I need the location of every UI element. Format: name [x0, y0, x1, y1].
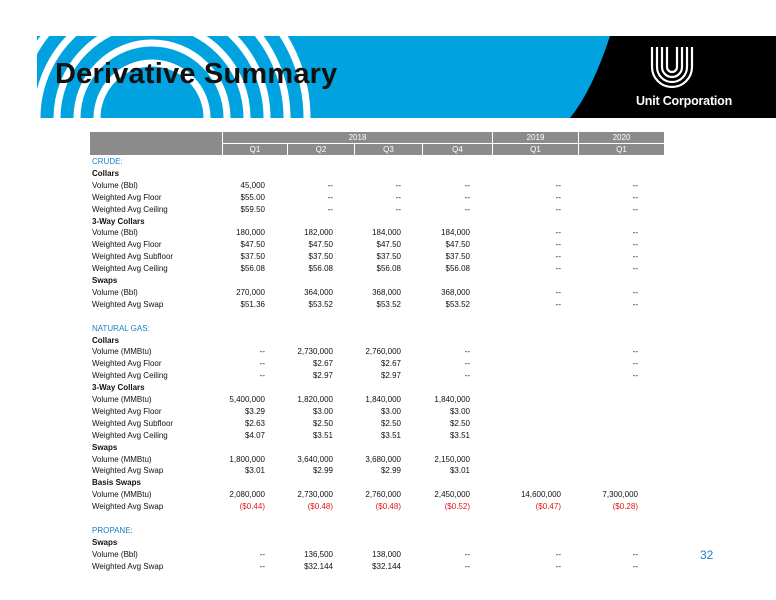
table-cell: $47.50 [445, 240, 470, 250]
table-cell: 1,840,000 [365, 395, 401, 404]
row-label: Volume (MMBtu) [92, 395, 152, 404]
table-cell: 2,730,000 [297, 347, 333, 357]
table-cell: -- [327, 204, 333, 214]
group-heading: 3-Way Collars [92, 216, 145, 226]
row-label: Weighted Avg Ceiling [92, 371, 168, 381]
table-cell: -- [555, 228, 561, 238]
table-cell: -- [632, 347, 638, 357]
table-cell: 270,000 [236, 287, 265, 297]
table-cell: $32.144 [304, 561, 333, 571]
table-row [90, 430, 695, 442]
table-cell: -- [555, 299, 561, 309]
table-cell: $3.01 [244, 466, 265, 476]
table-cell: $2.63 [244, 418, 265, 428]
table-cell: 136,500 [304, 549, 333, 559]
table-cell: -- [464, 359, 470, 369]
table-cell: -- [632, 228, 638, 238]
table-cell: -- [259, 347, 265, 357]
group-heading: Basis Swaps [92, 478, 141, 488]
row-label: Weighted Avg Ceiling [92, 430, 168, 440]
table-row [90, 239, 695, 251]
unit-corporation-logo-icon [646, 45, 706, 91]
row-label: Volume (MMBtu) [92, 454, 152, 464]
table-row [90, 370, 695, 382]
table-row [90, 311, 695, 323]
row-label: Weighted Avg Floor [92, 240, 162, 250]
table-cell: -- [395, 192, 401, 202]
table-cell: $47.50 [376, 240, 401, 250]
section-heading: NATURAL GAS: [92, 323, 150, 333]
table-cell: -- [555, 287, 561, 297]
table-cell: $3.00 [449, 406, 470, 416]
table-cell: $47.50 [308, 240, 333, 250]
table-cell: $3.00 [380, 406, 401, 416]
table-row [90, 382, 695, 394]
table-cell: $2.50 [449, 418, 470, 428]
table-row [90, 465, 695, 477]
row-label: Weighted Avg Floor [92, 192, 162, 202]
table-cell: -- [632, 359, 638, 369]
row-label: Weighted Avg Floor [92, 359, 162, 369]
table-cell: $3.01 [449, 466, 470, 476]
quarter-header: Q1 [579, 144, 665, 155]
group-heading: 3-Way Collars [92, 383, 145, 393]
table-cell: -- [632, 549, 638, 559]
table-row [90, 263, 695, 275]
quarter-header: Q3 [355, 144, 423, 155]
table-cell: 7,300,000 [602, 490, 638, 500]
table-cell: -- [555, 252, 561, 262]
group-heading: Swaps [92, 276, 118, 285]
group-heading: Collars [92, 168, 120, 178]
table-cell: -- [632, 287, 638, 297]
table-cell: $2.99 [380, 466, 401, 476]
row-label: Volume (Bbl) [92, 228, 138, 238]
table-row [90, 525, 695, 537]
table-cell: 368,000 [372, 287, 401, 297]
table-cell: $3.29 [244, 406, 265, 416]
table-cell: -- [555, 204, 561, 214]
table-cell: 1,840,000 [434, 395, 470, 404]
row-label: Weighted Avg Subfloor [92, 252, 174, 262]
row-label: Weighted Avg Swap [92, 466, 164, 476]
table-cell: ($0.47) [535, 502, 561, 512]
table-cell: -- [632, 180, 638, 190]
row-label: Weighted Avg Ceiling [92, 264, 168, 274]
table-cell: $32.144 [372, 561, 401, 571]
table-cell: -- [555, 192, 561, 202]
table-row [90, 537, 695, 549]
table-row [90, 216, 695, 228]
table-row [90, 275, 695, 287]
table-cell: 2,080,000 [229, 490, 265, 500]
table-cell: $37.50 [240, 252, 265, 262]
row-label: Volume (Bbl) [92, 287, 138, 297]
table-cell: $2.67 [380, 359, 401, 369]
table-cell: $37.50 [445, 252, 470, 262]
row-label: Volume (Bbl) [92, 549, 138, 559]
table-cell: -- [632, 240, 638, 250]
quarter-header: Q1 [493, 144, 579, 155]
table-cell: $3.51 [380, 430, 401, 440]
table-cell: -- [555, 561, 561, 571]
table-row [90, 454, 695, 466]
table-cell: $37.50 [376, 252, 401, 262]
row-label: Weighted Avg Floor [92, 406, 162, 416]
table-cell: 364,000 [304, 287, 333, 297]
table-cell: -- [464, 180, 470, 190]
table-cell: $55.00 [240, 192, 265, 202]
table-row [90, 418, 695, 430]
table-cell: -- [464, 347, 470, 357]
page-title: Derivative Summary [55, 58, 338, 90]
table-cell: -- [395, 204, 401, 214]
table-cell: -- [259, 359, 265, 369]
year-header: 2020 [579, 132, 665, 143]
row-label: Weighted Avg Subfloor [92, 418, 174, 428]
table-row [90, 192, 695, 204]
table-cell: $2.50 [312, 418, 333, 428]
table-cell: $4.07 [244, 430, 265, 440]
table-cell: -- [464, 204, 470, 214]
table-cell: 184,000 [372, 228, 401, 238]
table-cell: $56.08 [376, 264, 401, 274]
group-heading: Swaps [92, 442, 118, 452]
table-cell: -- [464, 192, 470, 202]
table-cell: 45,000 [240, 180, 265, 190]
quarter-header: Q4 [423, 144, 493, 155]
year-header: 2019 [493, 132, 579, 143]
row-label: Weighted Avg Ceiling [92, 204, 168, 214]
table-cell: -- [632, 192, 638, 202]
table-cell: -- [259, 371, 265, 381]
table-cell: -- [632, 264, 638, 274]
quarter-header: Q1 [223, 144, 288, 155]
table-cell: -- [632, 371, 638, 381]
table-cell: $2.97 [380, 371, 401, 381]
table-row [90, 394, 695, 406]
table-cell: 3,640,000 [297, 454, 333, 464]
table-row [90, 549, 695, 561]
table-cell: $56.08 [445, 264, 470, 274]
table-row [90, 561, 695, 573]
row-label: Volume (Bbl) [92, 180, 138, 190]
table-row [90, 204, 695, 216]
table-cell: $37.50 [308, 252, 333, 262]
table-cell: 3,680,000 [365, 454, 401, 464]
table-cell: -- [395, 180, 401, 190]
row-label: Weighted Avg Swap [92, 561, 164, 571]
table-cell: ($0.48) [375, 502, 401, 512]
table-cell: $2.67 [312, 359, 333, 369]
table-cell: $3.51 [312, 430, 333, 440]
table-cell: -- [632, 299, 638, 309]
table-cell: $56.08 [308, 264, 333, 274]
section-heading: CRUDE: [92, 157, 123, 166]
table-cell: ($0.52) [444, 502, 470, 512]
table-cell: 14,600,000 [520, 490, 561, 500]
table-cell: -- [632, 561, 638, 571]
table-cell: -- [555, 180, 561, 190]
row-label: Volume (MMBtu) [92, 490, 152, 500]
table-row [90, 358, 695, 370]
table-cell: -- [632, 204, 638, 214]
table-cell: ($0.28) [612, 502, 638, 512]
table-row [90, 227, 695, 239]
table-row [90, 156, 695, 168]
table-cell: 184,000 [441, 228, 470, 238]
table-cell: 1,820,000 [297, 395, 333, 404]
table-cell: $59.50 [240, 204, 265, 214]
table-cell: -- [327, 192, 333, 202]
group-heading: Swaps [92, 537, 118, 547]
page-number: 32 [700, 548, 714, 562]
table-row [90, 180, 695, 192]
table-cell: ($0.48) [307, 502, 333, 512]
year-header: 2018 [223, 132, 493, 143]
table-cell: -- [464, 549, 470, 559]
table-row [90, 287, 695, 299]
group-heading: Collars [92, 335, 120, 345]
table-cell: 182,000 [304, 228, 333, 238]
row-label: Volume (MMBtu) [92, 347, 152, 357]
table-row [90, 501, 695, 513]
table-cell: 1,800,000 [229, 454, 265, 464]
table-cell: 138,000 [372, 549, 401, 559]
table-cell: 5,400,000 [229, 395, 265, 404]
table-row [90, 251, 695, 263]
table-cell: $2.99 [312, 466, 333, 476]
table-cell: $3.51 [449, 430, 470, 440]
table-row [90, 442, 695, 454]
table-row [90, 489, 695, 501]
brand-name: Unit Corporation [635, 94, 733, 108]
row-label: Weighted Avg Swap [92, 502, 164, 512]
table-cell: 368,000 [441, 287, 470, 297]
table-cell: $2.97 [312, 371, 333, 381]
table-row [90, 346, 695, 358]
table-cell: -- [555, 264, 561, 274]
header-label-cell [90, 132, 223, 155]
table-cell: -- [327, 180, 333, 190]
table-cell: $2.50 [380, 418, 401, 428]
table-cell: -- [464, 561, 470, 571]
table-cell: -- [464, 371, 470, 381]
table-row [90, 299, 695, 311]
section-heading: PROPANE: [92, 525, 133, 535]
table-cell: $51.36 [240, 299, 265, 309]
row-label: Weighted Avg Swap [92, 299, 164, 309]
table-cell: $53.52 [308, 299, 333, 309]
table-cell: 2,150,000 [434, 454, 470, 464]
table-cell: 2,730,000 [297, 490, 333, 500]
table-cell: 2,450,000 [434, 490, 470, 500]
table-row [90, 477, 695, 489]
table-cell: $56.08 [240, 264, 265, 274]
quarter-header: Q2 [288, 144, 355, 155]
table-row [90, 513, 695, 525]
table-cell: -- [632, 252, 638, 262]
table-cell: $47.50 [240, 240, 265, 250]
table-cell: $53.52 [445, 299, 470, 309]
table-row [90, 335, 695, 347]
table-cell: -- [555, 549, 561, 559]
table-cell: -- [259, 561, 265, 571]
table-row [90, 323, 695, 335]
table-cell: -- [259, 549, 265, 559]
table-row [90, 168, 695, 180]
table-row [90, 406, 695, 418]
table-cell: 2,760,000 [365, 347, 401, 357]
table-cell: 2,760,000 [365, 490, 401, 500]
table-cell: $3.00 [312, 406, 333, 416]
table-cell: -- [555, 240, 561, 250]
table-cell: 180,000 [236, 228, 265, 238]
table-cell: $53.52 [376, 299, 401, 309]
table-cell: ($0.44) [239, 502, 265, 512]
